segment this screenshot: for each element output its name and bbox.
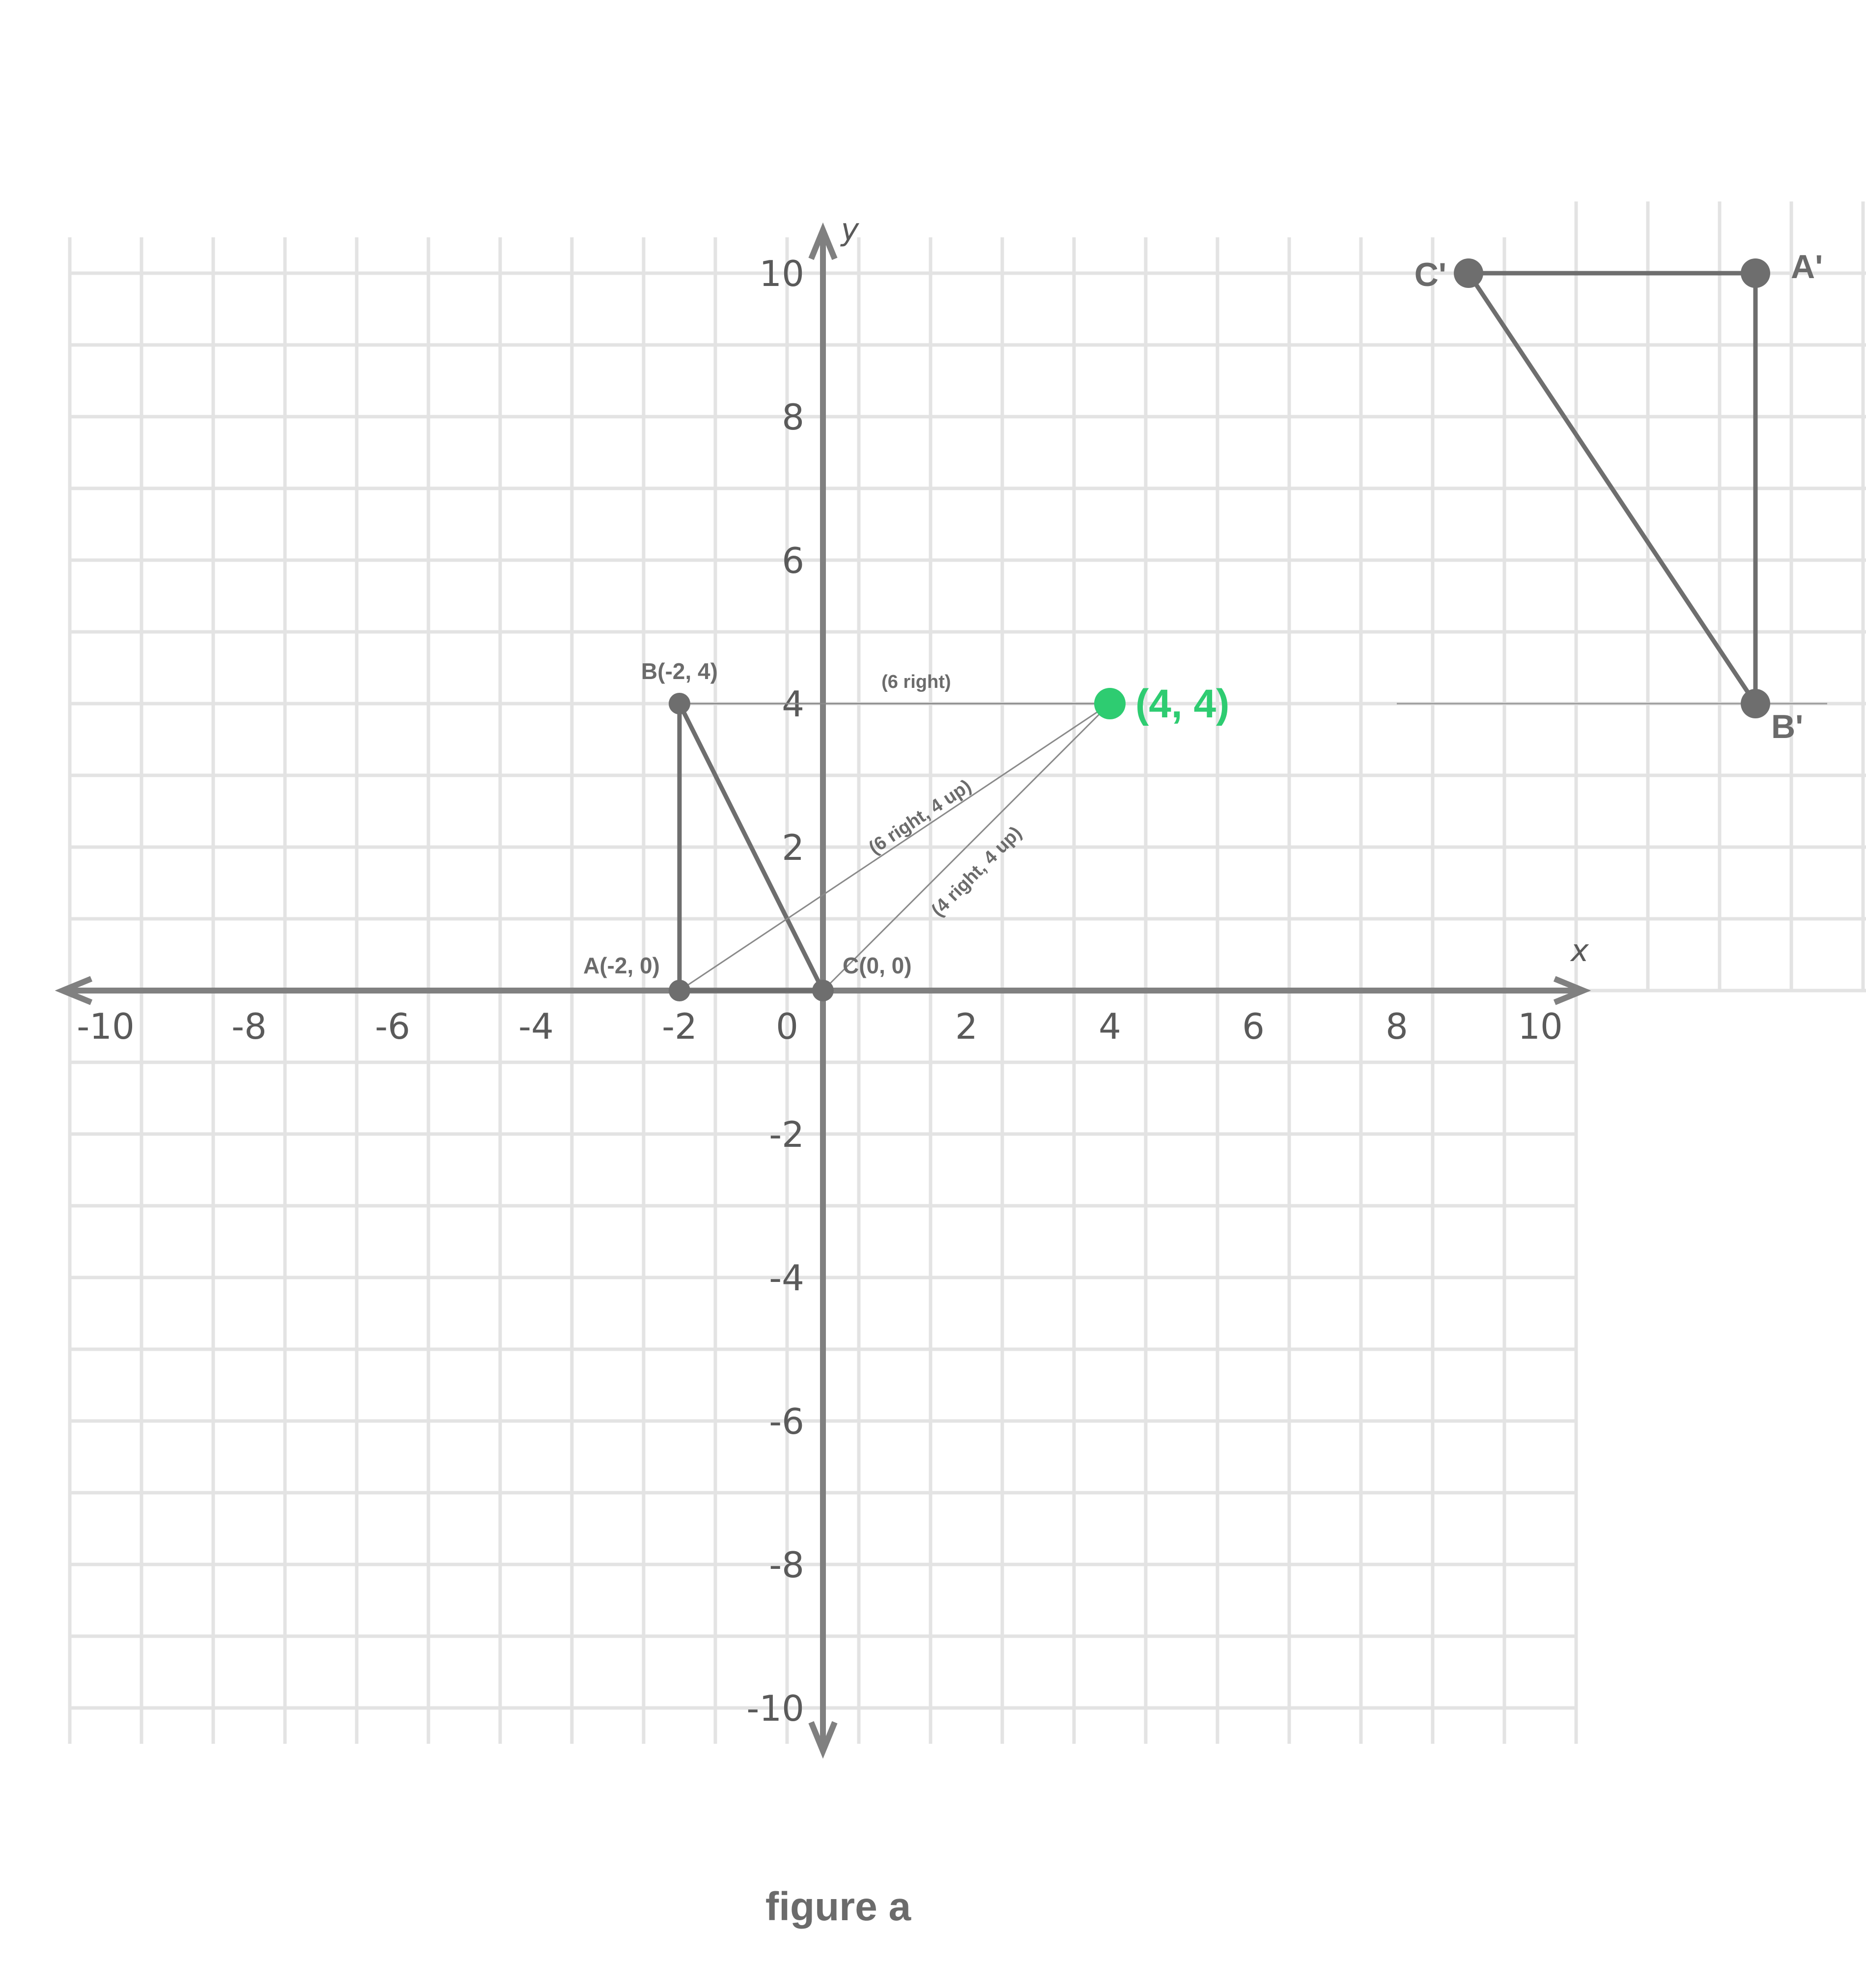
x-tick-label: -10	[77, 1006, 135, 1047]
y-tick-label: -2	[769, 1114, 804, 1155]
point-b-prime	[1741, 689, 1770, 718]
y-tick-label: -8	[769, 1544, 804, 1586]
label-a: A(-2, 0)	[583, 953, 660, 978]
label-target: (4, 4)	[1135, 682, 1230, 726]
label-b: B(-2, 4)	[641, 658, 718, 684]
y-tick-label: 6	[782, 540, 804, 581]
point-a	[669, 980, 690, 1001]
y-tick-label: 4	[782, 683, 804, 725]
x-tick-label: 4	[1099, 1006, 1121, 1047]
shapes	[669, 258, 1827, 1001]
x-tick-label: -8	[231, 1006, 267, 1047]
y-tick-label: 8	[782, 397, 804, 438]
x-tick-label: 6	[1242, 1006, 1265, 1047]
point-b	[669, 693, 690, 714]
x-axis-label: x	[1570, 933, 1589, 968]
annotation-four-right-four-up: (4 right, 4 up)	[927, 822, 1026, 921]
y-tick-label: -10	[746, 1688, 804, 1729]
x-tick-label: 0	[776, 1006, 798, 1047]
x-tick-label: -6	[375, 1006, 410, 1047]
x-tick-label: 2	[955, 1006, 978, 1047]
annotation-six-right: (6 right)	[881, 672, 951, 692]
point-a-prime	[1741, 258, 1770, 288]
x-tick-label: 10	[1518, 1006, 1563, 1047]
target-point	[1094, 688, 1126, 719]
point-c-prime	[1454, 258, 1483, 288]
y-tick-label: 2	[782, 827, 804, 868]
y-tick-label: -4	[769, 1257, 804, 1299]
label-b-prime: B'	[1771, 708, 1804, 745]
label-a-prime: A'	[1791, 248, 1823, 285]
x-tick-label: 8	[1385, 1006, 1408, 1047]
point-c	[812, 980, 834, 1001]
y-tick-label: 10	[759, 253, 804, 294]
label-c-prime: C'	[1414, 256, 1446, 293]
point-labels	[583, 248, 1823, 978]
grid-extension	[1576, 201, 1866, 991]
x-tick-label: -2	[662, 1006, 697, 1047]
y-axis-label: y	[841, 211, 859, 248]
label-c: C(0, 0)	[843, 953, 912, 978]
x-tick-label: -4	[518, 1006, 554, 1047]
y-tick-label: -6	[769, 1401, 804, 1442]
figure-caption: figure a	[765, 1884, 911, 1929]
annotation-six-right-four-up: (6 right, 4 up)	[865, 775, 975, 859]
